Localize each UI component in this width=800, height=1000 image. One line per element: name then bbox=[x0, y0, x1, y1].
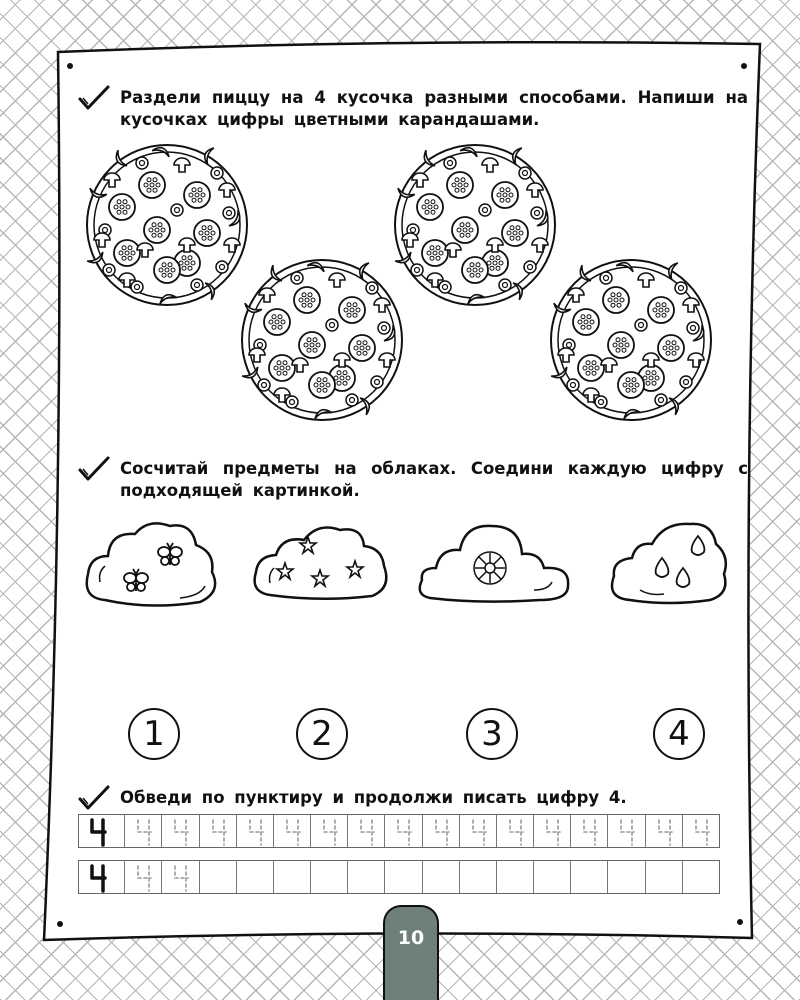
writing-cell[interactable] bbox=[311, 815, 348, 847]
writing-cell[interactable] bbox=[608, 861, 645, 893]
writing-cell[interactable] bbox=[162, 815, 199, 847]
digit-dotted bbox=[614, 815, 640, 847]
page-number-tab bbox=[383, 905, 439, 1000]
writing-cell[interactable] bbox=[460, 815, 497, 847]
digit-dotted bbox=[243, 815, 269, 847]
salami-slice bbox=[502, 220, 528, 246]
salami-slice bbox=[154, 257, 180, 283]
writing-cell[interactable] bbox=[385, 815, 422, 847]
salami-slice bbox=[299, 332, 325, 358]
salami-slice bbox=[578, 355, 604, 381]
writing-cell[interactable] bbox=[200, 861, 237, 893]
pizza-group bbox=[0, 0, 800, 440]
salami-slice bbox=[452, 217, 478, 243]
writing-cell[interactable] bbox=[237, 861, 274, 893]
salami-slice bbox=[608, 332, 634, 358]
digit-dotted bbox=[317, 815, 343, 847]
task-writing bbox=[78, 787, 748, 809]
writing-cell[interactable] bbox=[646, 861, 683, 893]
writing-cell[interactable] bbox=[385, 861, 422, 893]
task-clouds bbox=[78, 458, 748, 502]
digit-dotted bbox=[131, 861, 157, 893]
writing-cell[interactable] bbox=[274, 815, 311, 847]
salami-slice bbox=[447, 172, 473, 198]
writing-cell[interactable] bbox=[237, 815, 274, 847]
number-label: 2 bbox=[311, 714, 333, 754]
salami-slice bbox=[264, 309, 290, 335]
task-writing-text: Обведи по пунктиру и продолжи писать цифру 4. bbox=[120, 788, 627, 807]
writing-cell[interactable] bbox=[423, 815, 460, 847]
salami-slice bbox=[144, 217, 170, 243]
digit-dotted bbox=[689, 815, 715, 847]
number-circle-4[interactable] bbox=[653, 708, 705, 760]
writing-row-2[interactable] bbox=[78, 860, 720, 894]
cloud-butterflies bbox=[87, 523, 215, 605]
cloud-stars bbox=[255, 528, 387, 599]
salami-slice bbox=[422, 240, 448, 266]
digit-dotted bbox=[168, 815, 194, 847]
digit-dotted bbox=[503, 815, 529, 847]
checkmark-icon bbox=[78, 456, 110, 482]
writing-cell[interactable] bbox=[497, 861, 534, 893]
writing-cell[interactable] bbox=[79, 861, 125, 893]
digit-dotted bbox=[540, 815, 566, 847]
salami-slice bbox=[417, 194, 443, 220]
writing-cell[interactable] bbox=[162, 861, 199, 893]
salami-slice bbox=[349, 335, 375, 361]
digit-dotted bbox=[466, 815, 492, 847]
digit-dotted bbox=[206, 815, 232, 847]
salami-slice bbox=[618, 372, 644, 398]
writing-cell[interactable] bbox=[497, 815, 534, 847]
salami-slice bbox=[194, 220, 220, 246]
writing-cell[interactable] bbox=[683, 815, 719, 847]
writing-row-1[interactable] bbox=[78, 814, 720, 848]
task-clouds-text: Сосчитай предметы на облаках. Соедини каждую цифру с подходящей картинкой. bbox=[120, 459, 748, 500]
checkmark-icon bbox=[78, 785, 110, 811]
writing-cell[interactable] bbox=[534, 815, 571, 847]
digit-dotted bbox=[354, 815, 380, 847]
digit-dotted bbox=[280, 815, 306, 847]
writing-cell[interactable] bbox=[571, 815, 608, 847]
salami-slice bbox=[658, 335, 684, 361]
writing-cell[interactable] bbox=[200, 815, 237, 847]
number-label: 1 bbox=[143, 714, 165, 754]
salami-slice bbox=[309, 372, 335, 398]
salami-slice bbox=[109, 194, 135, 220]
number-circle-1[interactable] bbox=[128, 708, 180, 760]
salami-slice bbox=[603, 287, 629, 313]
page-number: 10 bbox=[397, 927, 425, 949]
writing-cell[interactable] bbox=[125, 815, 162, 847]
salami-slice bbox=[114, 240, 140, 266]
writing-cell[interactable] bbox=[79, 815, 125, 847]
digit-dotted bbox=[168, 861, 194, 893]
writing-cell[interactable] bbox=[348, 861, 385, 893]
digit-dotted bbox=[577, 815, 603, 847]
pizza[interactable] bbox=[395, 145, 555, 305]
writing-cell[interactable] bbox=[534, 861, 571, 893]
cloud-group bbox=[0, 510, 800, 620]
writing-cell[interactable] bbox=[348, 815, 385, 847]
salami-slice bbox=[139, 172, 165, 198]
pizza[interactable] bbox=[242, 260, 402, 420]
salami-slice bbox=[184, 182, 210, 208]
digit-sample bbox=[85, 815, 111, 847]
digit-sample bbox=[85, 861, 111, 893]
salami-slice bbox=[269, 355, 295, 381]
cloud-flower bbox=[420, 526, 568, 602]
cloud-drops bbox=[612, 524, 726, 603]
salami-slice bbox=[462, 257, 488, 283]
writing-cell[interactable] bbox=[683, 861, 719, 893]
salami-slice bbox=[648, 297, 674, 323]
flower-icon bbox=[474, 552, 506, 584]
salami-slice bbox=[573, 309, 599, 335]
salami-slice bbox=[339, 297, 365, 323]
writing-cell[interactable] bbox=[274, 861, 311, 893]
writing-cell[interactable] bbox=[646, 815, 683, 847]
writing-cell[interactable] bbox=[460, 861, 497, 893]
writing-cell[interactable] bbox=[311, 861, 348, 893]
digit-dotted bbox=[429, 815, 455, 847]
writing-cell[interactable] bbox=[608, 815, 645, 847]
digit-dotted bbox=[391, 815, 417, 847]
salami-slice bbox=[294, 287, 320, 313]
task-pizza-text: Раздели пиццу на 4 кусочка разными способами. Напиши на кусочках цифры цветными карандашами. bbox=[120, 88, 748, 129]
number-label: 3 bbox=[481, 714, 503, 754]
digit-dotted bbox=[131, 815, 157, 847]
salami-slice bbox=[492, 182, 518, 208]
digit-dotted bbox=[652, 815, 678, 847]
number-circle-3[interactable] bbox=[466, 708, 518, 760]
writing-cell[interactable] bbox=[423, 861, 460, 893]
writing-cell[interactable] bbox=[571, 861, 608, 893]
pizza[interactable] bbox=[551, 260, 711, 420]
number-circle-2[interactable] bbox=[296, 708, 348, 760]
writing-cell[interactable] bbox=[125, 861, 162, 893]
pizza[interactable] bbox=[87, 145, 247, 305]
number-label: 4 bbox=[668, 714, 690, 754]
